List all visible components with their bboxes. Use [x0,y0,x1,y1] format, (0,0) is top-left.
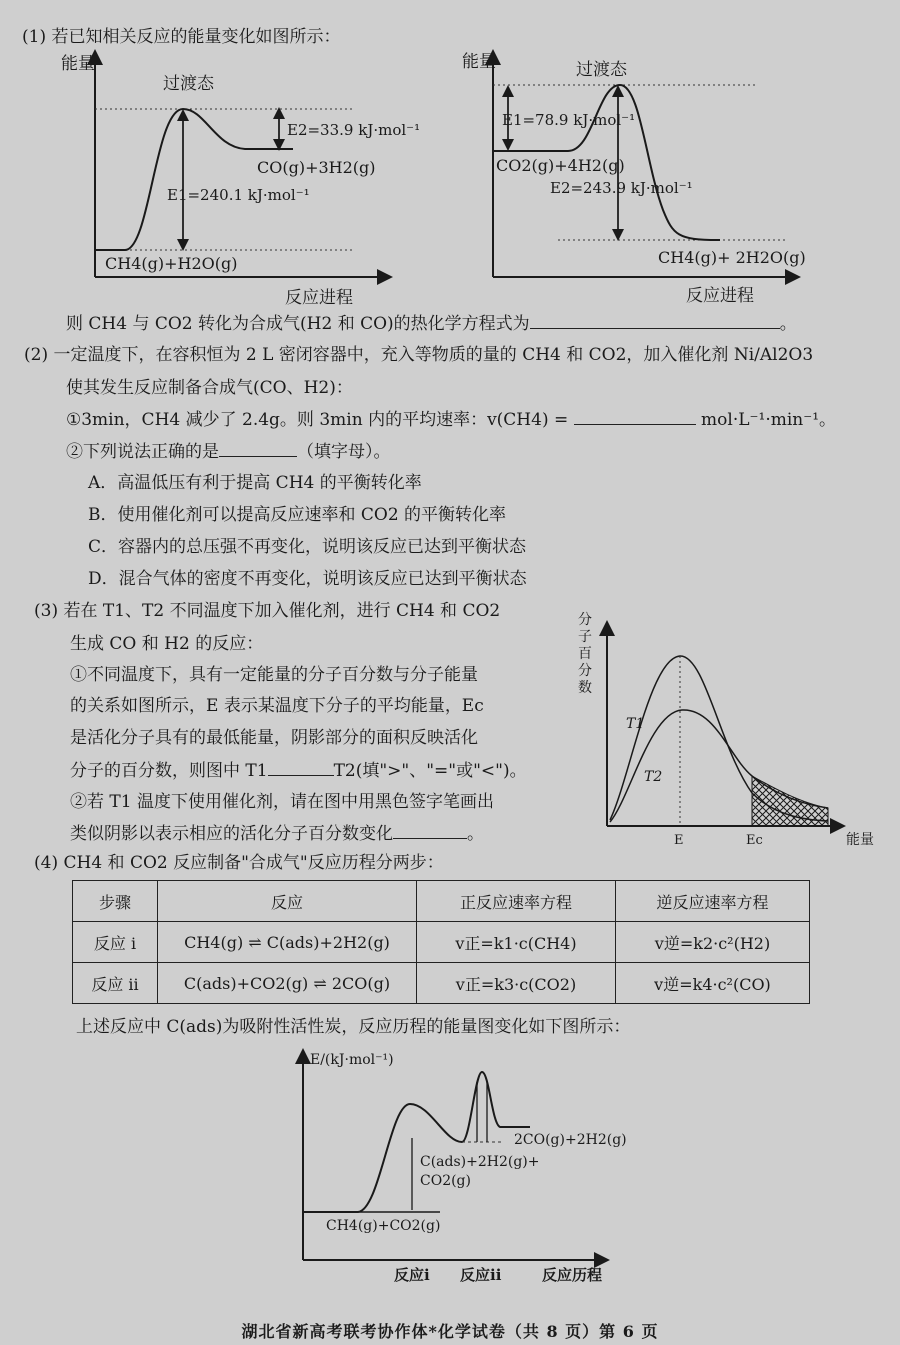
tick-ec: Ec [746,833,763,848]
header-step: 步骤 [73,881,158,922]
start-label: CH4(g)+CO2(g) [326,1218,441,1234]
energy-curve [95,109,293,250]
distribution-chart [570,608,888,856]
curve-t2-label: T2 [644,769,663,785]
x-label: 反应进程 [285,288,353,308]
middle-label-1: C(ads)+2H2(g)+ [420,1154,540,1170]
option-c: C．容器内的总压强不再变化，说明该反应已达到平衡状态 [88,537,527,557]
cell-reaction: CH4(g) ⇌ C(ads)+2H2(g) [158,922,417,963]
part2-line1: (2) 一定温度下，在容积恒为 2 L 密闭容器中，充入等物质的量的 CH4 和 CO2，加入催化剂 Ni/Al2O3 [24,345,814,365]
part3-line1: (3) 若在 T1、T2 不同温度下加入催化剂，进行 CH4 和 CO2 [34,601,501,621]
part3-line2: 生成 CO 和 H2 的反应： [70,634,264,654]
x-tick-1: 反应i [394,1266,430,1284]
part3-line7: ②若 T1 温度下使用催化剂，请在图中用黑色签字笔画出 [70,792,494,812]
energy-diagram-right [458,45,806,310]
option-a: A．高温低压有利于提高 CH4 的平衡转化率 [88,473,422,493]
part3-line8: 类似阴影以表示相应的活化分子百分数变化 。 [70,824,484,844]
energy-diagram-left [55,45,421,310]
cell-reverse-rate: v逆=k4·c²(CO) [616,963,810,1004]
table-row [73,963,810,1004]
e2-label: E2=243.9 kJ·mol⁻¹ [550,179,693,197]
y-label: 分子百分数 [578,612,592,696]
header-reverse-rate: 逆反应速率方程 [616,881,810,922]
middle-label-2: CO2(g) [420,1173,471,1189]
part3-line6: 分子的百分数，则图中 T1 T2(填">"、"="或"<")。 [70,761,527,781]
reactants-label: CO2(g)+4H2(g) [496,156,625,175]
y-label: 能量 [462,52,496,72]
x-tick-2: 反应ii [460,1266,502,1284]
part3-line5: 是活化分子具有的最低能量，阴影部分的面积反映活化 [70,728,478,748]
cell-step: 反应 ii [73,963,158,1004]
part4-intro: (4) CH4 和 CO2 反应制备"合成气"反应历程分两步： [34,853,444,873]
answer-blank-2[interactable] [574,408,696,425]
products-label: CH4(g)+ 2H2O(g) [658,248,806,267]
answer-blank-1[interactable] [530,312,780,329]
part4-after: 上述反应中 C(ads)为吸附性活性炭，反应历程的能量图变化如下图所示： [76,1017,631,1037]
part3-line3: ①不同温度下，具有一定能量的分子百分数与分子能量 [70,665,478,685]
reaction-history-diagram [270,1042,650,1292]
cell-reaction: C(ads)+CO2(g) ⇌ 2CO(g) [158,963,417,1004]
answer-blank-3[interactable] [219,440,297,457]
e2-label: E2=33.9 kJ·mol⁻¹ [287,121,421,139]
reactants-label: CH4(g)+H2O(g) [105,254,238,273]
y-label: E/(kJ·mol⁻¹) [310,1052,394,1068]
x-label: 反应进程 [686,286,754,306]
header-reaction: 反应 [158,881,417,922]
option-d: D．混合气体的密度不再变化，说明该反应已达到平衡状态 [88,569,527,589]
x-label: 能量 [846,832,874,848]
e1-label: E1=78.9 kJ·mol⁻¹ [502,111,636,129]
header-forward-rate: 正反应速率方程 [417,881,616,922]
part1-intro: (1) 若已知相关反应的能量变化如图所示： [22,27,341,47]
reaction-table [72,880,810,1004]
table-row [73,922,810,963]
part2-q1: ①3min，CH4 减少了 2.4g。则 3min 内的平均速率：v(CH4) = mol·L⁻¹·min⁻¹。 [66,410,837,430]
ts-label: 过渡态 [163,74,214,94]
cell-forward-rate: v正=k3·c(CO2) [417,963,616,1004]
curve-t1 [610,656,828,821]
answer-blank-5[interactable] [393,822,467,839]
y-label: 能量 [61,54,95,74]
products-label: CO(g)+3H2(g) [257,158,376,177]
ts-label: 过渡态 [576,60,627,80]
curve-t1-label: T1 [626,716,645,732]
part1-question: 则 CH4 与 CO2 转化为合成气(H2 和 CO)的热化学方程式为 。 [66,314,797,334]
end-label: 2CO(g)+2H2(g) [514,1132,627,1148]
cell-forward-rate: v正=k1·c(CH4) [417,922,616,963]
part2-q2: ②下列说法正确的是 （填字母）。 [66,442,391,462]
option-b: B．使用催化剂可以提高反应速率和 CO2 的平衡转化率 [88,505,507,525]
x-label: 反应历程 [542,1266,603,1284]
energy-curve [303,1072,530,1212]
part3-line4: 的关系如图所示，E 表示某温度下分子的平均能量，Ec [70,696,484,716]
table-header-row [73,881,810,922]
part2-line2: 使其发生反应制备合成气(CO、H2)： [66,378,353,398]
page-footer: 湖北省新高考联考协作体*化学试卷（共 8 页）第 6 页 [241,1322,659,1341]
e1-label: E1=240.1 kJ·mol⁻¹ [167,186,310,204]
tick-e: E [674,833,684,848]
answer-blank-4[interactable] [268,759,334,776]
cell-reverse-rate: v逆=k2·c²(H2) [616,922,810,963]
cell-step: 反应 i [73,922,158,963]
